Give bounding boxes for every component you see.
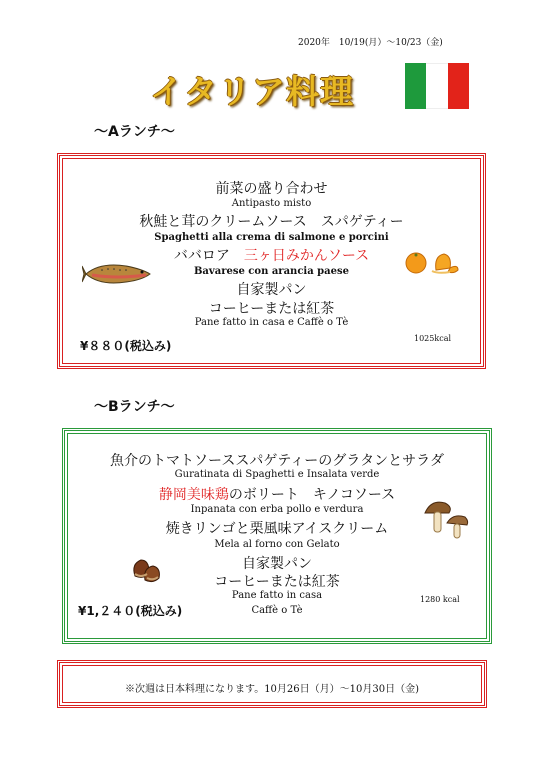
chestnut-icon bbox=[129, 554, 163, 584]
lunch-a-drink-jp: コーヒーまたは紅茶 bbox=[208, 301, 335, 317]
flag-red-stripe bbox=[448, 63, 469, 109]
lunch-a-pasta-it: Spaghetti alla crema di salmone e porcini bbox=[154, 232, 389, 243]
lunch-b-bread-jp: 自家製パン bbox=[242, 556, 312, 572]
flag-white-stripe bbox=[426, 63, 447, 109]
lunch-a-dessert-sauce: 三ヶ日みかんソース bbox=[243, 248, 370, 264]
lunch-b-dessert-jp: 焼きリンゴと栗風味アイスクリーム bbox=[165, 521, 389, 537]
lunch-b-price: ¥1,２４０(税込み) bbox=[78, 604, 183, 618]
menu-date-range: 2020年 10/19(月）〜10/23（金) bbox=[298, 38, 443, 48]
mandarin-orange-icon bbox=[402, 248, 462, 276]
page-title: イタリア料理 bbox=[150, 72, 354, 111]
lunch-a-pasta-jp: 秋鮭と茸のクリームソース スパゲティー bbox=[139, 214, 404, 230]
lunch-a-dessert-name: ババロア bbox=[173, 248, 244, 264]
lunch-a-dessert-it: Bavarese con arancia paese bbox=[193, 266, 349, 277]
lunch-a-appetizer-it: Antipasto misto bbox=[231, 198, 312, 209]
lunch-a-bread-jp: 自家製パン bbox=[236, 282, 307, 298]
salmon-icon bbox=[82, 260, 154, 288]
flag-green-stripe bbox=[405, 63, 426, 109]
lunch-b-chicken-brand: 静岡美味鶏 bbox=[158, 487, 229, 503]
lunch-b-dessert-it: Mela al forno con Gelato bbox=[214, 539, 340, 550]
lunch-a-appetizer-jp: 前菜の盛り合わせ bbox=[215, 181, 328, 197]
lunch-b-chicken-it: Inpanata con erba pollo e verdura bbox=[190, 504, 364, 515]
lunch-b-gratin-jp: 魚介のトマトソーススパゲティーのグラタンとサラダ bbox=[110, 453, 444, 469]
lunch-b-bread-it: Pane fatto in casa bbox=[231, 590, 323, 601]
lunch-b-box bbox=[62, 428, 492, 644]
lunch-a-box bbox=[57, 153, 486, 369]
lunch-b-drink-jp: コーヒーまたは紅茶 bbox=[214, 574, 340, 590]
mushroom-icon bbox=[421, 497, 471, 541]
lunch-b-drink-it: Caffè o Tè bbox=[251, 605, 303, 616]
next-week-notice-box bbox=[57, 660, 487, 708]
next-week-notice: ※次週は日本料理になります。10月26日（月）〜10月30日（金) bbox=[125, 684, 419, 695]
lunch-a-price: ¥８８０(税込み) bbox=[80, 339, 172, 353]
lunch-a-bread-drink-it: Pane fatto in casa e Caffè o Tè bbox=[194, 317, 349, 328]
lunch-b-chicken-dish: のボリート キノコソース bbox=[228, 487, 396, 503]
lunch-b-label: 〜Bランチ〜 bbox=[94, 399, 175, 415]
lunch-a-label: 〜Aランチ〜 bbox=[94, 124, 175, 140]
lunch-b-gratin-it: Guratinata di Spaghetti e Insalata verde bbox=[174, 469, 380, 480]
italian-flag-icon bbox=[405, 63, 469, 109]
lunch-b-kcal: 1280 kcal bbox=[420, 595, 460, 604]
lunch-a-kcal: 1025kcal bbox=[414, 334, 452, 343]
